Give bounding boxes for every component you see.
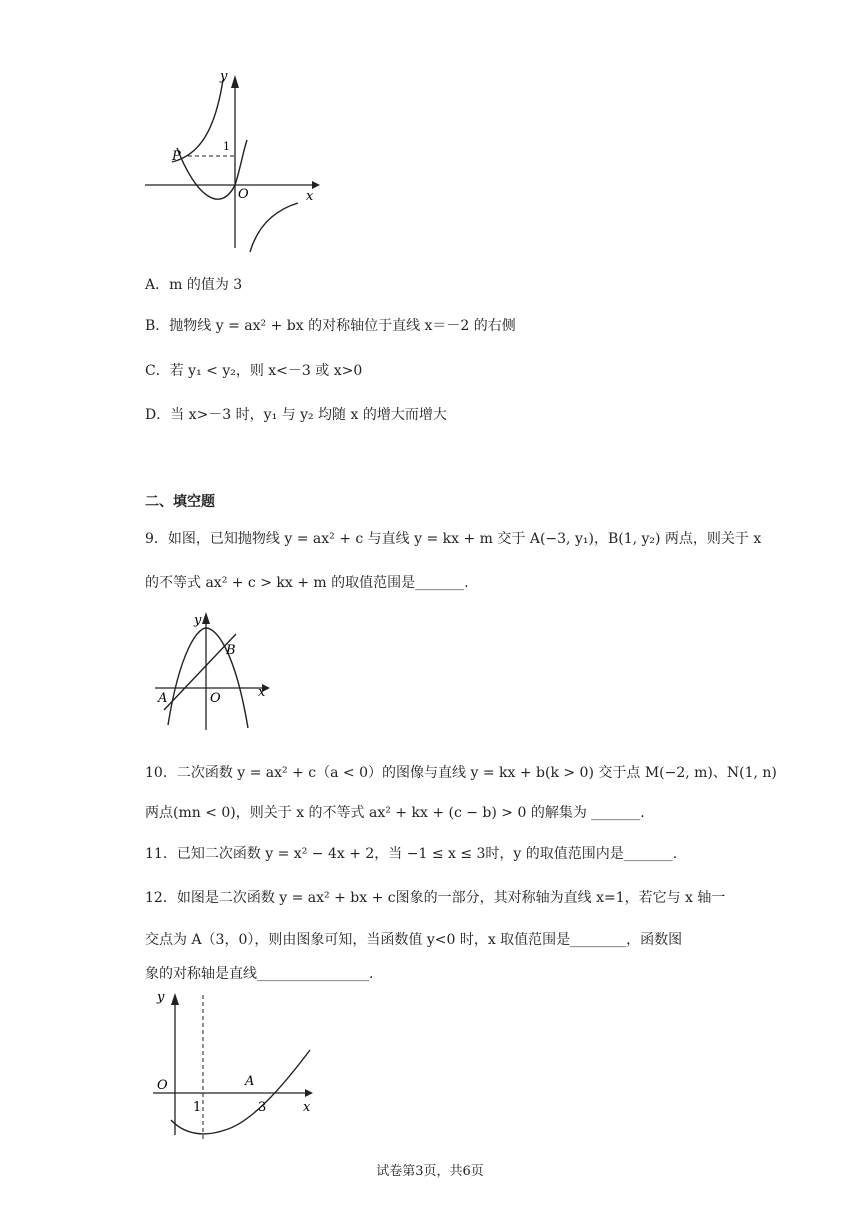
label-B: B	[226, 643, 236, 658]
parabola-curve	[177, 140, 247, 199]
q12-line2: 交点为 A（3，0），则由图象可知，当函数值 y<0 时，x 取值范围是________，函数图	[145, 932, 683, 948]
hyperbola-right-branch	[250, 203, 298, 252]
label-O: O	[238, 187, 249, 202]
label-A: A	[245, 1074, 255, 1089]
label-1: 1	[193, 1100, 202, 1115]
q10-line2: 两点(mn < 0)，则关于 x 的不等式 ax² + kx + (c − b) > 0 的解集为 _______.	[145, 805, 645, 821]
label-x: x	[303, 1100, 311, 1115]
q12-line1: 12．如图是二次函数 y = ax² + bx + c图象的一部分，其对称轴为直线 x=1，若它与 x 轴一	[145, 890, 726, 906]
option-d: D．当 x>－3 时，y₁ 与 y₂ 均随 x 的增大而增大	[145, 407, 447, 423]
option-b: B．抛物线 y = ax² + bx 的对称轴位于直线 x＝－2 的右侧	[145, 318, 516, 334]
parabola-curve	[171, 1050, 310, 1134]
figure-1-graph	[140, 70, 320, 255]
label-O: O	[157, 1078, 168, 1093]
option-c: C．若 y₁ < y₂，则 x<－3 或 x>0	[145, 363, 363, 379]
y-axis-arrow	[231, 75, 239, 88]
label-y: y	[220, 69, 228, 84]
q10-line1: 10．二次函数 y = ax² + c（a < 0）的图像与直线 y = kx + b(k > 0) 交于点 M(−2, m)、N(1, n)	[145, 765, 777, 781]
figure-9-graph	[150, 610, 280, 735]
x-axis-arrow	[312, 181, 320, 189]
q12-line3: 象的对称轴是直线________________.	[145, 966, 374, 982]
figure-12-graph	[145, 985, 325, 1140]
section-title: 二、填空题	[145, 494, 215, 510]
x-axis-arrow	[305, 1089, 313, 1097]
label-1: 1	[223, 140, 230, 153]
parabola-curve	[168, 628, 248, 728]
q9-line1: 9．如图，已知抛物线 y = ax² + c 与直线 y = kx + m 交于 A(−3, y₁)，B(1, y₂) 两点，则关于 x	[145, 531, 762, 547]
y-axis-arrow	[202, 612, 210, 624]
option-a: A．m 的值为 3	[145, 277, 243, 293]
label-P: P	[172, 149, 181, 164]
label-A: A	[158, 691, 168, 706]
label-y: y	[157, 990, 165, 1005]
label-y: y	[194, 613, 202, 628]
label-x: x	[258, 685, 266, 700]
y-axis-arrow	[171, 993, 179, 1005]
label-O: O	[210, 691, 221, 706]
page-footer: 试卷第3页，共6页	[376, 1164, 484, 1179]
label-x: x	[306, 189, 314, 204]
q9-line2: 的不等式 ax² + c > kx + m 的取值范围是_______.	[145, 575, 469, 591]
label-3: 3	[258, 1100, 267, 1115]
q11-line1: 11．已知二次函数 y = x² − 4x + 2，当 −1 ≤ x ≤ 3时，y 的取值范围内是_______.	[145, 846, 678, 862]
